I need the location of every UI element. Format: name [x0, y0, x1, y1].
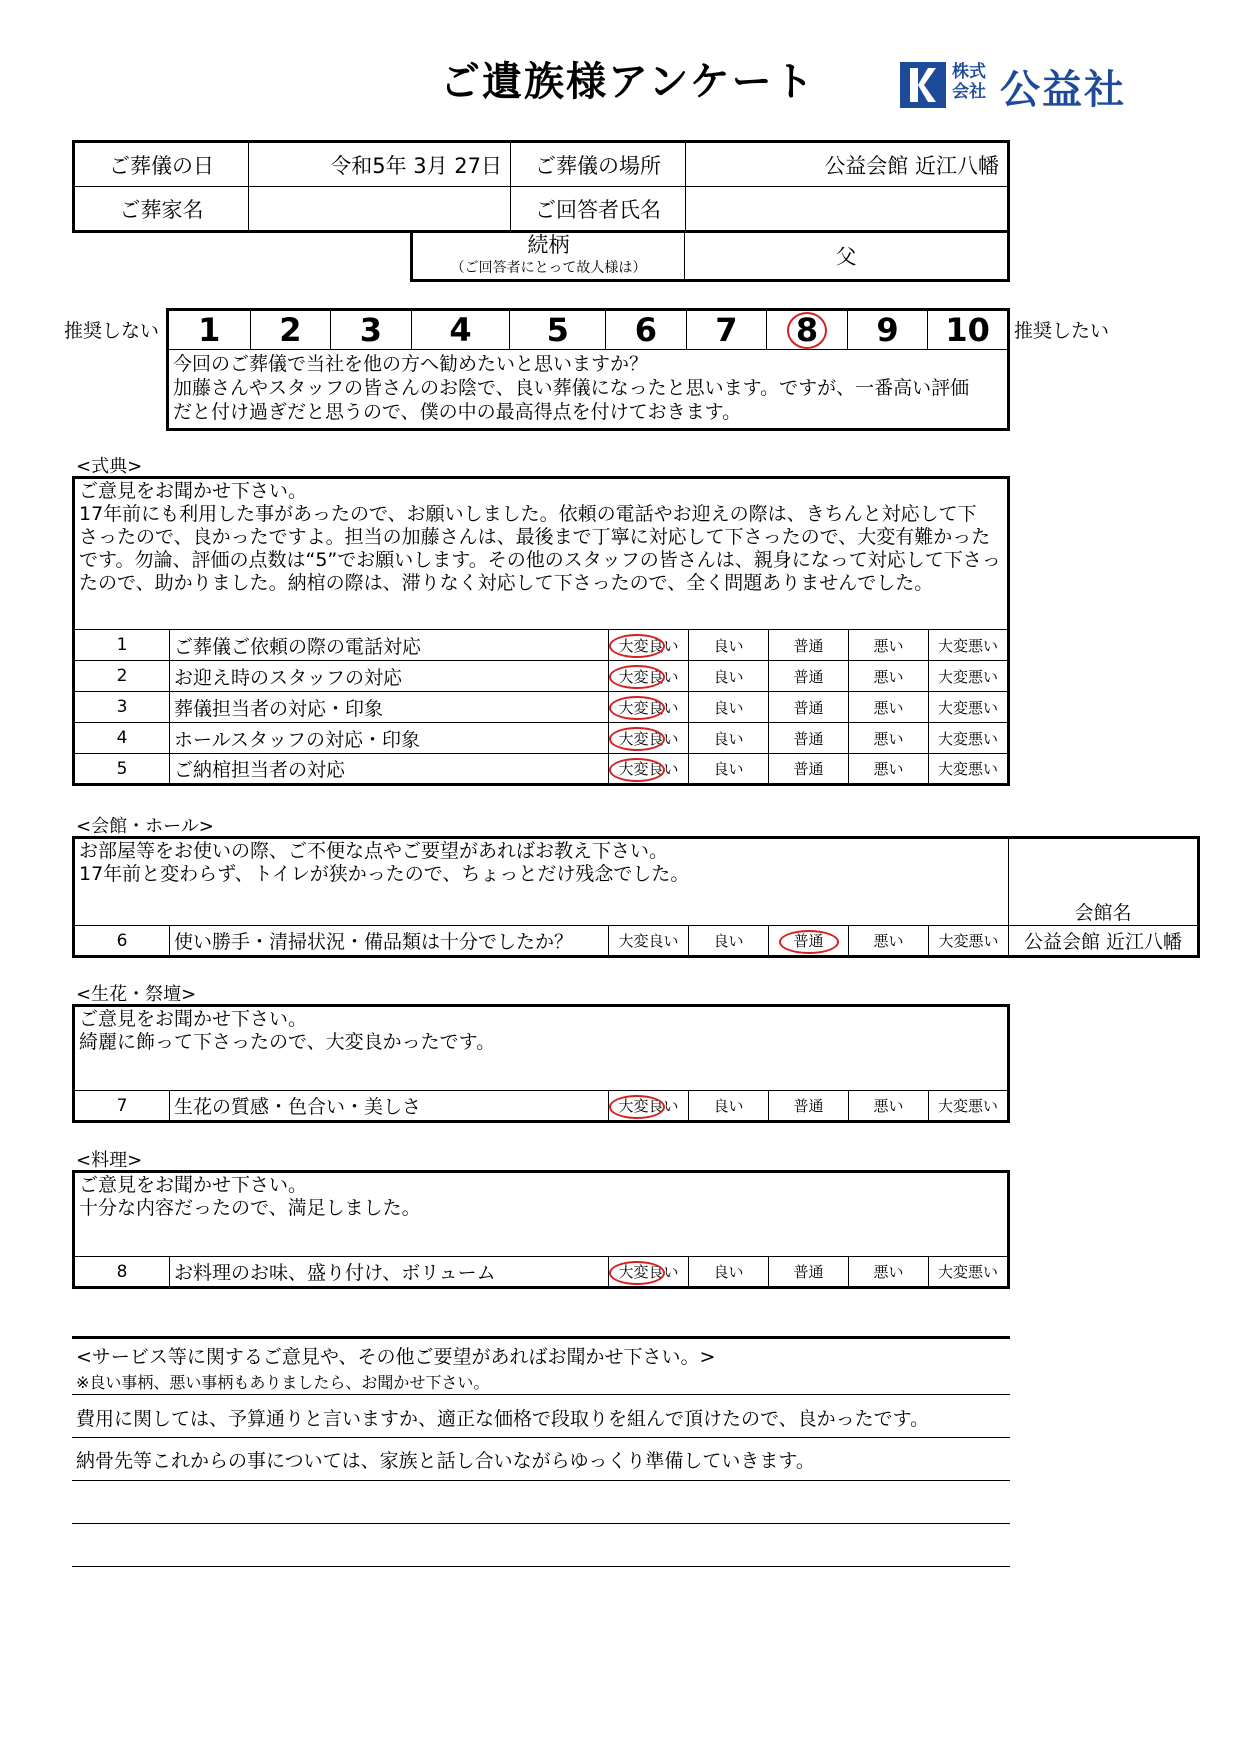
score-cell[interactable]	[686, 310, 767, 350]
ceremony-table	[72, 476, 1010, 786]
selected-circle	[609, 1261, 665, 1285]
rating-option-label: 大変悪い	[938, 932, 999, 950]
rating-option-label: 普通	[793, 1263, 824, 1281]
score-label: 7	[715, 311, 738, 349]
rating-option[interactable]	[849, 1257, 929, 1288]
score-cell[interactable]	[928, 310, 1009, 350]
item-text: お迎え時のスタッフの対応	[170, 661, 609, 692]
relation-table	[410, 232, 1010, 282]
rating-option[interactable]	[689, 661, 769, 692]
ceremony-comment-line: 17年前にも利用した事があったので、お願いしました。依頼の電話やお迎えの際は、きちんと対応して下	[79, 503, 977, 525]
rating-option-label: 普通	[793, 760, 824, 778]
rating-option[interactable]	[769, 661, 849, 692]
rating-option-label: 普通	[793, 932, 824, 950]
rating-option-label: 大変悪い	[937, 1263, 998, 1281]
score-cell[interactable]	[510, 310, 606, 350]
logo-kk-line1: 株式	[952, 62, 986, 82]
rating-option[interactable]	[689, 926, 769, 957]
remarks-note: ※良い事柄、悪い事柄もありましたら、お聞かせ下さい。	[76, 1373, 490, 1392]
table-row	[74, 692, 1009, 723]
flowers-table	[72, 1004, 1010, 1123]
rating-option-label: 大変良い	[618, 760, 679, 778]
remarks-rule	[72, 1480, 1010, 1481]
hall-name-label: 会館名	[1009, 838, 1199, 926]
remarks-heading: <サービス等に関するご意見や、その他ご要望があればお聞かせ下さい。>	[76, 1346, 716, 1368]
low-label: 推奨しない	[64, 320, 160, 342]
date-value: 令和5年 3月 27日	[249, 142, 511, 187]
rating-option[interactable]	[929, 1257, 1009, 1288]
rating-option[interactable]	[609, 926, 689, 957]
table-row	[74, 723, 1009, 754]
rating-option-label: 大変良い	[618, 667, 679, 686]
rating-option[interactable]	[689, 1091, 769, 1122]
score-label: 1	[198, 311, 221, 349]
rating-option-label: 大変良い	[618, 1263, 679, 1281]
rating-option[interactable]	[929, 754, 1009, 785]
rating-option[interactable]	[609, 754, 689, 785]
rating-option-label: 大変良い	[618, 636, 679, 655]
item-number: 7	[74, 1091, 170, 1122]
score-cell[interactable]	[168, 310, 251, 350]
flowers-heading: <生花・祭壇>	[76, 984, 197, 1005]
hall-heading: <会館・ホール>	[76, 816, 214, 837]
rating-option[interactable]	[769, 723, 849, 754]
rating-option[interactable]	[609, 1091, 689, 1122]
rating-option-label: 普通	[793, 667, 824, 686]
logo-mark-icon	[900, 62, 946, 108]
ceremony-comment	[74, 478, 1009, 630]
ceremony-comment-line: たので、助かりました。納棺の際は、滞りなく対応して下さったので、全く問題ありませんでした。	[79, 572, 934, 594]
table-row	[74, 1257, 1009, 1288]
rating-option[interactable]	[929, 630, 1009, 661]
ceremony-comment-line: です。勿論、評価の点数は“5”でお願いします。その他のスタッフの皆さんは、親身になって対応して下さっ	[79, 549, 1001, 571]
recommend-question-text: 今回のご葬儀で当社を他の方へ勧めたいと思いますか？	[173, 353, 649, 375]
item-text: 葬儀担当者の対応・印象	[170, 692, 609, 723]
rating-option-label: 悪い	[873, 760, 904, 778]
place-label: ご葬儀の場所	[511, 142, 686, 187]
rating-option[interactable]	[609, 1257, 689, 1288]
family-value	[249, 187, 511, 232]
remarks-rule	[72, 1437, 1010, 1438]
relation-label	[412, 233, 685, 281]
company-logo	[900, 58, 1170, 118]
ceremony-prompt: ご意見をお聞かせ下さい。	[79, 480, 308, 502]
rating-option-label: 大変悪い	[937, 729, 998, 748]
item-text: ご納棺担当者の対応	[170, 754, 609, 785]
score-label: 3	[359, 311, 383, 349]
item-number: 6	[74, 926, 170, 957]
rating-option-label: 大変悪い	[937, 667, 998, 686]
rating-option-label: 悪い	[873, 698, 904, 717]
logo-kk-line2: 会社	[952, 82, 986, 102]
rating-option-label: 普通	[793, 1097, 824, 1115]
rating-option[interactable]	[849, 1091, 929, 1122]
relation-value: 父	[685, 233, 1009, 281]
score-label: 10	[945, 311, 990, 349]
rating-option-label: 悪い	[873, 636, 904, 655]
hall-comment	[74, 838, 1009, 926]
item-text: ご葬儀ご依頼の際の電話対応	[170, 630, 609, 661]
rating-option-label: 大変悪い	[937, 1097, 998, 1115]
logo-kabushiki	[952, 62, 986, 102]
rating-option-label: 良い	[713, 1097, 744, 1115]
rating-option-label: 悪い	[873, 1263, 904, 1281]
score-label: 8	[795, 311, 819, 349]
rating-option-label: 悪い	[873, 1097, 904, 1115]
hall-name-value: 公益会館 近江八幡	[1009, 926, 1199, 957]
ceremony-heading: <式典>	[76, 456, 143, 477]
rating-option[interactable]	[769, 1257, 849, 1288]
remarks-top-rule	[72, 1336, 1010, 1339]
rating-option-label: 大変良い	[618, 729, 679, 748]
item-number: 5	[74, 754, 170, 785]
flowers-comment-text: 綺麗に飾って下さったので、大変良かったです。	[79, 1031, 496, 1053]
table-row	[74, 630, 1009, 661]
item-text: お料理のお味、盛り付け、ボリューム	[170, 1257, 609, 1288]
score-cell[interactable]	[767, 310, 848, 350]
respondent-value	[686, 187, 1009, 232]
hall-comment-text: 17年前と変わらず、トイレが狭かったので、ちょっとだけ残念でした。	[79, 863, 690, 885]
page-title: ご遺族様アンケート	[440, 59, 816, 105]
item-text: 生花の質感・色合い・美しさ	[170, 1091, 609, 1122]
score-cell[interactable]	[411, 310, 510, 350]
item-number: 4	[74, 723, 170, 754]
place-value: 公益会館 近江八幡	[686, 142, 1009, 187]
rating-option[interactable]	[929, 1091, 1009, 1122]
rating-option-label: 良い	[713, 760, 744, 778]
item-number: 2	[74, 661, 170, 692]
rating-option[interactable]	[689, 1257, 769, 1288]
food-heading: <料理>	[76, 1150, 143, 1171]
family-label: ご葬家名	[74, 187, 249, 232]
selected-circle	[609, 1095, 665, 1119]
rating-option[interactable]	[689, 754, 769, 785]
rating-option[interactable]	[689, 692, 769, 723]
rating-option-label: 普通	[793, 729, 824, 748]
rating-option-label: 大変良い	[618, 698, 679, 717]
rating-option-label: 良い	[713, 1263, 744, 1281]
rating-option-label: 悪い	[873, 932, 904, 950]
rating-option-label: 大変悪い	[937, 698, 998, 717]
table-row	[74, 1091, 1009, 1122]
flowers-prompt: ご意見をお聞かせ下さい。	[79, 1008, 308, 1030]
score-label: 9	[876, 311, 899, 349]
rating-option-label: 良い	[713, 729, 744, 748]
rating-option[interactable]	[769, 692, 849, 723]
logo-name: 公益社	[1000, 67, 1126, 113]
rating-option-label: 悪い	[873, 667, 904, 686]
rating-option-label: 普通	[793, 636, 824, 655]
recommend-question	[168, 350, 1009, 430]
table-row	[74, 661, 1009, 692]
rating-option[interactable]	[849, 692, 929, 723]
food-prompt: ご意見をお聞かせ下さい。	[79, 1174, 308, 1196]
high-label: 推奨したい	[1014, 320, 1110, 342]
rating-option[interactable]	[849, 723, 929, 754]
rating-option[interactable]	[609, 661, 689, 692]
relation-sub-text: （ご回答者にとって故人様は）	[450, 259, 647, 276]
food-comment-text: 十分な内容だったので、満足しました。	[79, 1197, 421, 1219]
selected-circle	[787, 312, 827, 349]
rating-option[interactable]	[609, 692, 689, 723]
rating-option[interactable]	[769, 754, 849, 785]
selected-circle	[609, 727, 665, 751]
remarks-rule	[72, 1394, 1010, 1395]
rating-option-label: 良い	[713, 636, 744, 655]
score-label: 5	[546, 311, 569, 349]
rating-option[interactable]	[929, 692, 1009, 723]
rating-option-label: 悪い	[873, 729, 904, 748]
rating-option[interactable]	[929, 723, 1009, 754]
recommend-scale	[166, 308, 1010, 431]
remarks-rule	[72, 1523, 1010, 1524]
table-row	[74, 754, 1009, 785]
recommend-answer-line1: 加藤さんやスタッフの皆さんのお陰で、良い葬儀になったと思います。ですが、一番高い評価	[173, 377, 970, 399]
rating-option[interactable]	[609, 630, 689, 661]
rating-option[interactable]	[929, 661, 1009, 692]
rating-option-label: 普通	[793, 698, 824, 717]
rating-option[interactable]	[769, 630, 849, 661]
score-label: 2	[279, 311, 302, 349]
rating-option[interactable]	[849, 754, 929, 785]
item-number: 8	[74, 1257, 170, 1288]
food-comment	[74, 1172, 1009, 1257]
remarks-rule	[72, 1566, 1010, 1567]
item-number: 1	[74, 630, 170, 661]
score-cell[interactable]	[606, 310, 687, 350]
selected-circle	[609, 665, 665, 689]
selected-circle	[609, 758, 665, 782]
rating-option[interactable]	[849, 630, 929, 661]
selected-circle	[779, 930, 839, 954]
rating-option[interactable]	[689, 630, 769, 661]
item-number: 3	[74, 692, 170, 723]
score-label: 6	[634, 311, 657, 349]
respondent-label: ご回答者氏名	[511, 187, 686, 232]
score-cell[interactable]	[250, 310, 331, 350]
rating-option-label: 大変悪い	[937, 760, 998, 778]
selected-circle	[609, 634, 665, 658]
rating-option-label: 大変悪い	[937, 636, 998, 655]
rating-option[interactable]	[689, 723, 769, 754]
rating-option[interactable]	[609, 723, 689, 754]
rating-option[interactable]	[769, 926, 849, 957]
flowers-comment	[74, 1006, 1009, 1091]
table-row	[74, 926, 1199, 957]
item-text: ホールスタッフの対応・印象	[170, 723, 609, 754]
rating-option-label: 良い	[713, 667, 744, 686]
info-table	[72, 140, 1010, 233]
date-label: ご葬儀の日	[74, 142, 249, 187]
ceremony-comment-line: さったので、良かったですよ。担当の加藤さんは、最後まで丁寧に対応して下さったので、大変有難かった	[79, 526, 991, 548]
rating-option[interactable]	[849, 661, 929, 692]
recommend-answer-line2: だと付け過ぎだと思うので、僕の中の最高得点を付けておきます。	[173, 401, 742, 423]
rating-option-label: 大変良い	[618, 1097, 679, 1115]
remarks-line: 費用に関しては、予算通りと言いますか、適正な価格で段取りを組んで頂けたので、良かったです。	[76, 1408, 930, 1430]
rating-option[interactable]	[769, 1091, 849, 1122]
rating-option[interactable]	[929, 926, 1009, 957]
rating-option-label: 良い	[713, 932, 744, 950]
remarks-line: 納骨先等これからの事については、家族と話し合いながらゆっくり準備していきます。	[76, 1450, 815, 1472]
score-cell[interactable]	[847, 310, 928, 350]
selected-circle	[609, 696, 665, 720]
rating-option-label: 良い	[713, 698, 744, 717]
food-table	[72, 1170, 1010, 1289]
rating-option[interactable]	[849, 926, 929, 957]
rating-option-label: 大変良い	[618, 932, 679, 950]
item-text: 使い勝手・清掃状況・備品類は十分でしたか？	[170, 926, 609, 957]
score-cell[interactable]	[331, 310, 412, 350]
hall-table	[72, 836, 1200, 958]
hall-prompt: お部屋等をお使いの際、ご不便な点やご要望があればお教え下さい。	[79, 840, 669, 862]
score-label: 4	[449, 311, 472, 349]
relation-label-text: 続柄	[527, 232, 570, 257]
